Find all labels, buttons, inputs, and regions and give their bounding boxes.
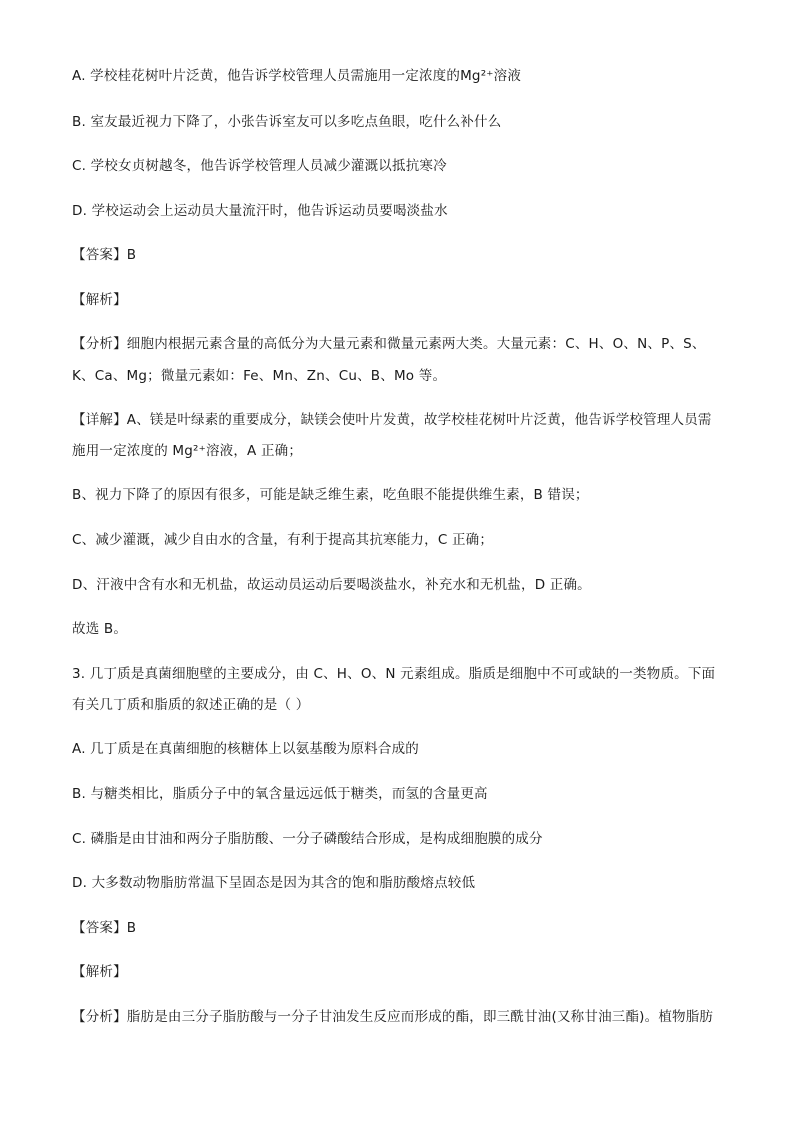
q2-xiangjie-d: D、汗液中含有水和无机盐，故运动员运动后要喝淡盐水，补充水和无机盐，D 正确。 xyxy=(72,577,591,593)
q2-option-c: C. 学校女贞树越冬，他告诉学校管理人员减少灌溉以抵抗寒冷 xyxy=(72,158,447,174)
q2-xiangjie-c: C、减少灌溉，减少自由水的含量，有利于提高其抗寒能力，C 正确； xyxy=(72,532,494,548)
q2-xiangjie-line2: 施用一定浓度的 Mg²⁺溶液，A 正确； xyxy=(72,443,303,459)
q3-stem-line1: 3. 几丁质是真菌细胞壁的主要成分，由 C、H、O、N 元素组成。脂质是细胞中不可或缺的一类物质。下面 xyxy=(72,666,716,682)
q3-stem-line2: 有关几丁质和脂质的叙述正确的是（ ） xyxy=(72,697,310,713)
q2-answer: 【答案】B xyxy=(72,247,137,263)
q3-option-b: B. 与糖类相比，脂质分子中的氧含量远远低于糖类，而氢的含量更高 xyxy=(72,786,488,802)
q2-option-b: B. 室友最近视力下降了，小张告诉室友可以多吃点鱼眼，吃什么补什么 xyxy=(72,114,502,130)
q2-analysis-label: 【解析】 xyxy=(72,292,127,308)
q2-conclusion: 故选 B。 xyxy=(72,621,128,637)
q2-option-d: D. 学校运动会上运动员大量流汗时，他告诉运动员要喝淡盐水 xyxy=(72,203,448,219)
q3-fenxi-line1: 【分析】脂肪是由三分子脂肪酸与一分子甘油发生反应而形成的酯，即三酰甘油(又称甘油三酯)。植物脂肪 xyxy=(72,1009,714,1025)
q2-fenxi-line2: K、Ca、Mg；微量元素如：Fe、Mn、Zn、Cu、B、Mo 等。 xyxy=(72,368,447,384)
q3-answer: 【答案】B xyxy=(72,920,137,936)
q2-xiangjie-line1: 【详解】A、镁是叶绿素的重要成分，缺镁会使叶片发黄，故学校桂花树叶片泛黄，他告诉学校管理人员需 xyxy=(72,412,712,428)
q3-option-c: C. 磷脂是由甘油和两分子脂肪酸、一分子磷酸结合形成，是构成细胞膜的成分 xyxy=(72,831,543,847)
q3-option-a: A. 几丁质是在真菌细胞的核糖体上以氨基酸为原料合成的 xyxy=(72,741,419,757)
q2-fenxi-line1: 【分析】细胞内根据元素含量的高低分为大量元素和微量元素两大类。大量元素：C、H、O、N、P、S、 xyxy=(72,336,706,352)
q2-xiangjie-b: B、视力下降了的原因有很多，可能是缺乏维生素，吃鱼眼不能提供维生素，B 错误； xyxy=(72,487,589,503)
q3-option-d: D. 大多数动物脂肪常温下呈固态是因为其含的饱和脂肪酸熔点较低 xyxy=(72,875,476,891)
q3-analysis-label: 【解析】 xyxy=(72,964,127,980)
q2-option-a: A. 学校桂花树叶片泛黄，他告诉学校管理人员需施用一定浓度的Mg²⁺溶液 xyxy=(72,68,522,84)
